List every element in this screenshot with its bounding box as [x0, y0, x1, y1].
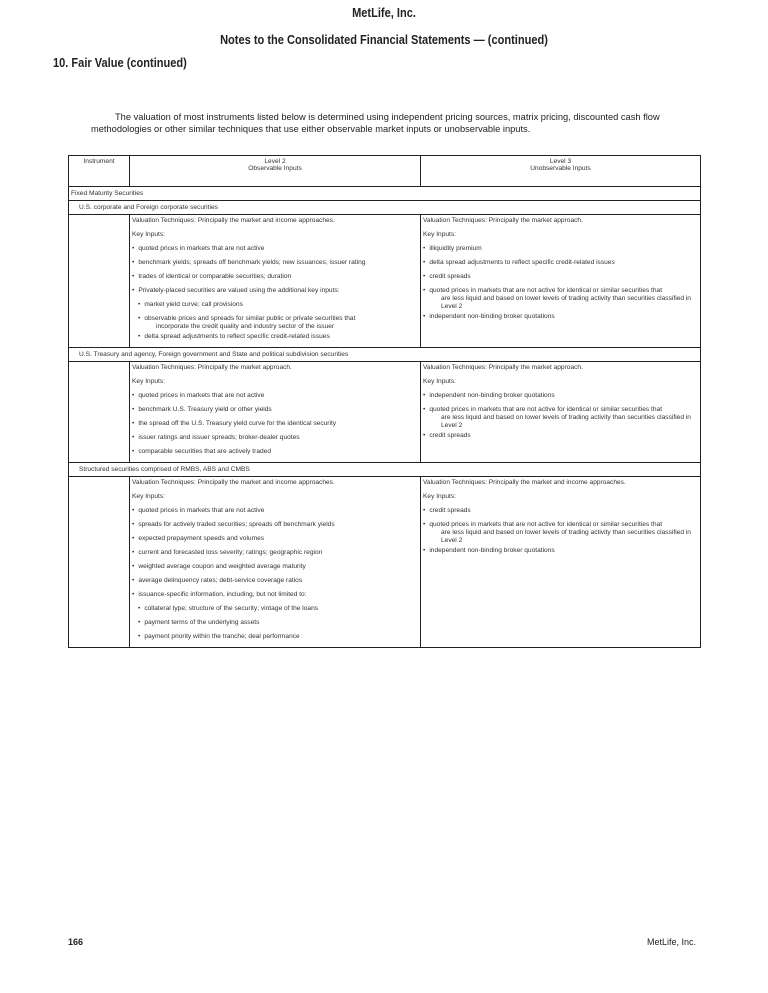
- list-item: [423, 545, 698, 559]
- list-item: [132, 404, 418, 418]
- item-text: Valuation Techniques: Principally the market approach.: [423, 217, 583, 224]
- level2-subtitle: Observable Inputs: [248, 165, 302, 172]
- item-text: benchmark yields; spreads off benchmark yields; new issuances; issuer rating: [138, 259, 366, 266]
- item-text: current and forecasted loss severity; ratings; geographic region: [138, 549, 323, 556]
- item-text: expected prepayment speeds and volumes: [138, 535, 265, 542]
- company-heading: MetLife, Inc.: [352, 5, 416, 20]
- item-text: collateral type; structure of the security; vintage of the loans: [144, 605, 319, 612]
- l2-cell: [130, 362, 421, 463]
- l3-cell: [421, 477, 701, 648]
- list-item: [132, 229, 418, 243]
- list-item: [132, 477, 418, 491]
- list-item: [132, 547, 418, 561]
- list-item: [132, 575, 418, 589]
- item-text: trades of identical or comparable securities; duration: [138, 273, 292, 280]
- header-level2: [130, 156, 421, 187]
- footer-company: MetLife, Inc.: [646, 937, 696, 947]
- section-detail-row: [69, 215, 701, 348]
- header-instrument: Instrument: [69, 156, 130, 187]
- intro-paragraph: The valuation of most instruments listed below is determined using independent pricing sources, matrix pricing, discounted cash flow methodologies or other similar techniques that use either observable market inputs or unobservable inputs.: [91, 112, 660, 134]
- instrument-cell: [69, 362, 130, 463]
- item-text: credit spreads: [429, 507, 471, 514]
- list-item: [132, 505, 418, 519]
- item-text: the spread off the U.S. Treasury yield curve for the identical security: [138, 420, 337, 427]
- section-detail-row: [69, 362, 701, 463]
- instrument-cell: [69, 477, 130, 648]
- list-item: [423, 215, 698, 229]
- item-text: quoted prices in markets that are not active for identical or similar securities that: [429, 287, 663, 294]
- item-text: Key Inputs:: [132, 493, 165, 500]
- list-item: [423, 491, 698, 505]
- item-text: delta spread adjustments to reflect specific credit-related issues: [144, 333, 330, 340]
- item-text: delta spread adjustments to reflect specific credit-related issues: [429, 259, 615, 266]
- item-text: average delinquency rates; debt-service coverage ratios: [138, 577, 303, 584]
- l3-cell: [421, 362, 701, 463]
- list-item: [132, 285, 418, 299]
- level2-title: Level 2: [264, 158, 286, 165]
- page-number: 166: [68, 937, 84, 947]
- section-label: U.S. Treasury and agency, Foreign government and State and political subdivision securities: [69, 348, 701, 362]
- level3-subtitle: Unobservable Inputs: [530, 165, 591, 172]
- list-item: [423, 477, 698, 491]
- item-text: illiquidity premium: [429, 245, 482, 252]
- list-item: [132, 362, 418, 376]
- item-text: observable prices and spreads for similar public or private securities that: [144, 315, 356, 322]
- item-text: independent non-binding broker quotations: [429, 547, 555, 554]
- list-item: [423, 243, 698, 257]
- item-text: quoted prices in markets that are not active for identical or similar securities that: [429, 521, 663, 528]
- list-item: [132, 589, 418, 603]
- item-text-wrap: incorporate the credit quality and industry sector of the issuer: [156, 323, 335, 330]
- item-text: quoted prices in markets that are not active: [138, 507, 265, 514]
- level3-title: Level 3: [549, 158, 572, 165]
- list-item: [423, 311, 698, 325]
- list-item: [423, 519, 698, 545]
- item-text: issuer ratings and issuer spreads; broker-dealer quotes: [138, 434, 300, 441]
- list-item: [132, 519, 418, 533]
- list-item: [132, 299, 418, 313]
- item-text: Key Inputs:: [423, 231, 456, 238]
- list-item: [132, 215, 418, 229]
- list-item: [423, 271, 698, 285]
- section-row: [69, 348, 701, 362]
- list-item: [423, 362, 698, 376]
- item-text: Valuation Techniques: Principally the market and income approaches.: [132, 217, 335, 224]
- l2-cell: [130, 477, 421, 648]
- item-text: weighted average coupon and weighted average maturity: [138, 563, 306, 570]
- section-row: [69, 201, 701, 215]
- list-item: [423, 505, 698, 519]
- item-text: Privately-placed securities are valued using the additional key inputs:: [138, 287, 340, 294]
- item-text: benchmark U.S. Treasury yield or other yields: [138, 406, 272, 413]
- item-text: market yield curve; call provisions: [144, 301, 243, 308]
- item-text: payment priority within the tranche; deal performance: [144, 633, 300, 640]
- item-text: Key Inputs:: [423, 378, 456, 385]
- item-text: Valuation Techniques: Principally the market approach.: [132, 364, 292, 371]
- list-item: [132, 446, 418, 460]
- list-item: [132, 432, 418, 446]
- list-item: [132, 331, 418, 345]
- list-item: [423, 376, 698, 390]
- item-text: quoted prices in markets that are not active for identical or similar securities that: [429, 406, 663, 413]
- item-text: credit spreads: [429, 273, 471, 280]
- list-item: [132, 257, 418, 271]
- list-item: [132, 533, 418, 547]
- item-text: spreads for actively traded securities; spreads off benchmark yields: [138, 521, 335, 528]
- list-item: [423, 390, 698, 404]
- item-text: payment terms of the underlying assets: [144, 619, 260, 626]
- item-text: Key Inputs:: [132, 231, 165, 238]
- list-item: [132, 390, 418, 404]
- list-item: [132, 418, 418, 432]
- item-text: Key Inputs:: [132, 378, 165, 385]
- section-heading: 10. Fair Value (continued): [53, 55, 187, 70]
- item-text: Valuation Techniques: Principally the market approach.: [423, 364, 583, 371]
- item-text: Key Inputs:: [423, 493, 456, 500]
- l2-cell: [130, 215, 421, 348]
- list-item: [132, 561, 418, 575]
- table-header-row: [69, 156, 701, 187]
- list-item: [132, 603, 418, 617]
- instrument-cell: [69, 215, 130, 348]
- item-text-wrap: are less liquid and based on lower levels of trading activity than securities classified in Level 2: [441, 529, 691, 544]
- list-item: [423, 285, 698, 311]
- list-item: [132, 376, 418, 390]
- section-row: [69, 463, 701, 477]
- item-text: Valuation Techniques: Principally the market and income approaches.: [423, 479, 626, 486]
- header-level3: [421, 156, 701, 187]
- item-text-wrap: are less liquid and based on lower levels of trading activity than securities classified in Level 2: [441, 295, 691, 310]
- item-text-wrap: are less liquid and based on lower levels of trading activity than securities classified in Level 2: [441, 414, 691, 429]
- group-label: Fixed Maturity Securities: [69, 187, 701, 201]
- item-text: credit spreads: [429, 432, 471, 439]
- list-item: [132, 491, 418, 505]
- item-text: independent non-binding broker quotations: [429, 313, 555, 320]
- page-title: Notes to the Consolidated Financial Statements — (continued): [220, 32, 548, 47]
- list-item: [423, 404, 698, 430]
- item-text: Valuation Techniques: Principally the market and income approaches.: [132, 479, 335, 486]
- list-item: [132, 631, 418, 645]
- list-item: [132, 617, 418, 631]
- item-text: issuance-specific information, including, but not limited to:: [138, 591, 307, 598]
- section-detail-row: [69, 477, 701, 648]
- item-text: independent non-binding broker quotations: [429, 392, 555, 399]
- group-row: [69, 187, 701, 201]
- item-text: comparable securities that are actively traded: [138, 448, 271, 455]
- list-item: [423, 430, 698, 444]
- section-label: Structured securities comprised of RMBS, ABS and CMBS: [69, 463, 701, 477]
- list-item: [132, 271, 418, 285]
- list-item: [423, 229, 698, 243]
- list-item: [423, 257, 698, 271]
- l3-cell: [421, 215, 701, 348]
- item-text: quoted prices in markets that are not active: [138, 245, 265, 252]
- section-label: U.S. corporate and Foreign corporate securities: [69, 201, 701, 215]
- item-text: quoted prices in markets that are not active: [138, 392, 265, 399]
- list-item: [132, 243, 418, 257]
- fair-value-table: [68, 155, 701, 648]
- list-item: [132, 313, 418, 331]
